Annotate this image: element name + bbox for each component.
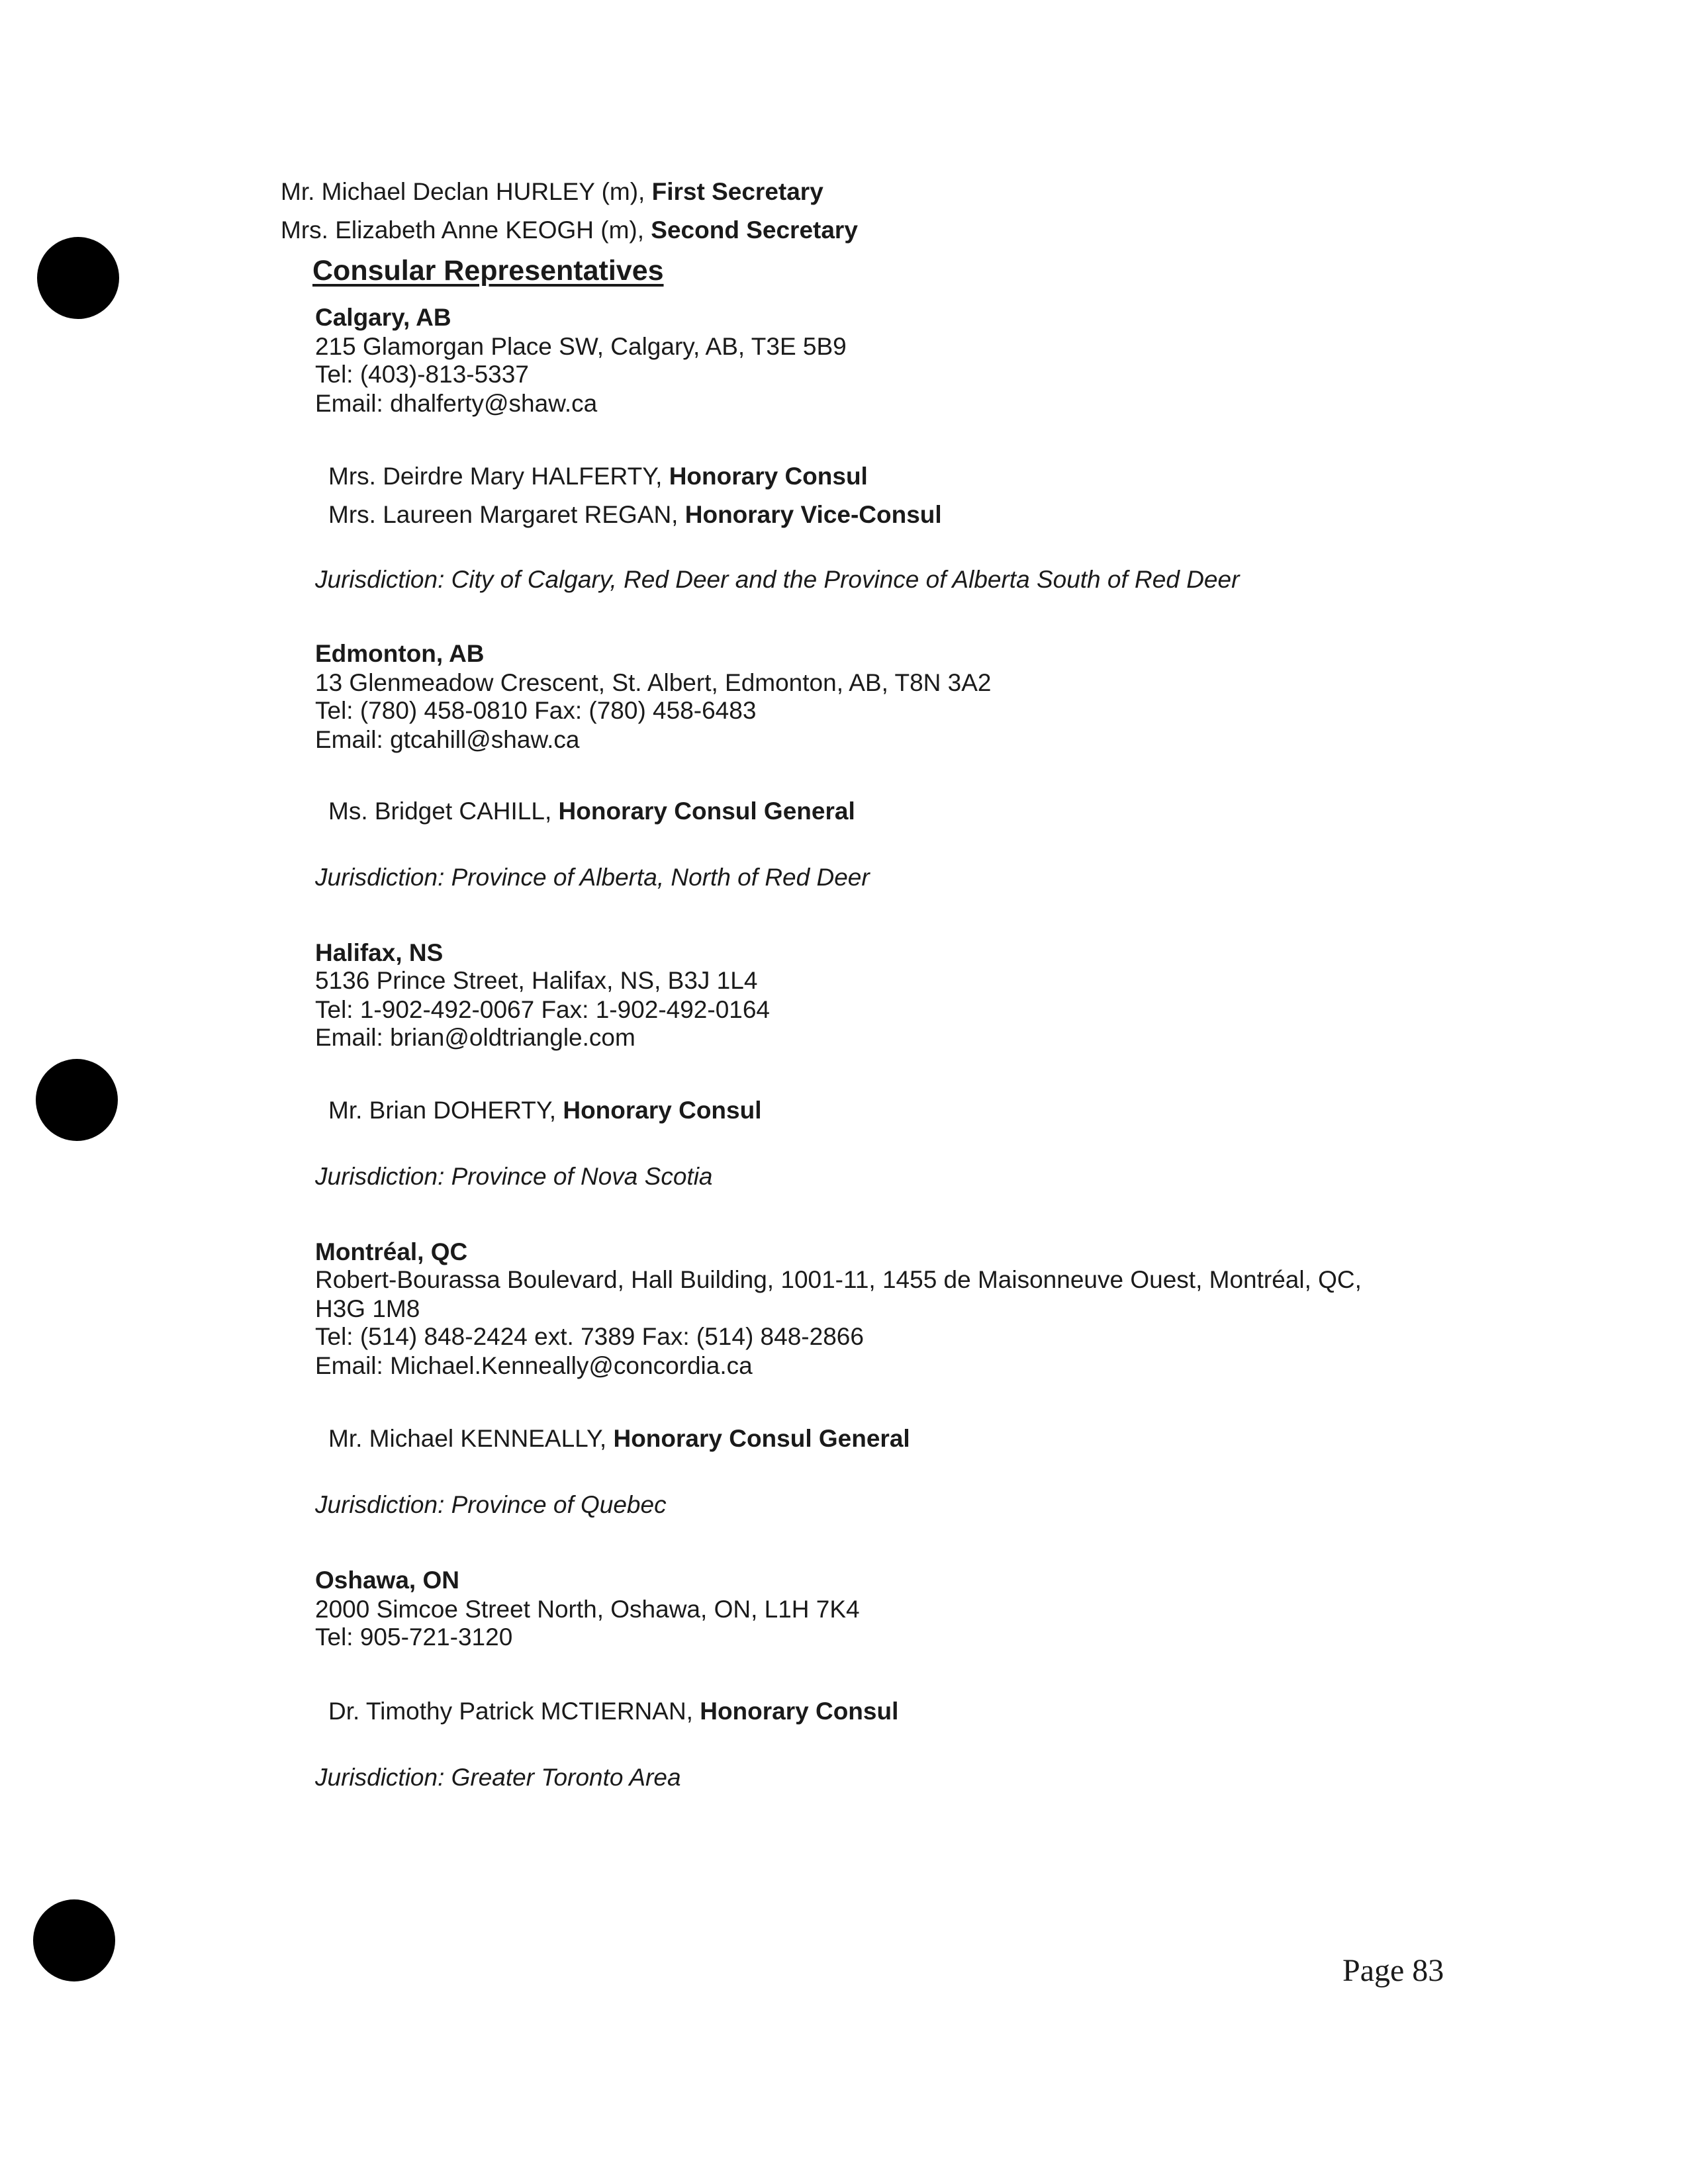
- consul-title: Honorary Consul: [563, 1097, 762, 1124]
- page-number: Page 83: [1342, 1953, 1444, 1988]
- office-city: Montréal, QC: [315, 1238, 468, 1265]
- office-address: 215 Glamorgan Place SW, Calgary, AB, T3E 5B9: [315, 333, 847, 360]
- consul-title: Honorary Consul General: [558, 797, 855, 825]
- consul-title: Honorary Consul General: [613, 1425, 910, 1452]
- consul-line: [328, 462, 868, 491]
- consul-name: Dr. Timothy Patrick MCTIERNAN,: [328, 1698, 700, 1725]
- staff-name: Mr. Michael Declan HURLEY (m),: [281, 178, 652, 205]
- office-city: Calgary, AB: [315, 304, 451, 331]
- punch-hole-bottom: [33, 1899, 115, 1981]
- consul-title: Honorary Vice-Consul: [684, 501, 942, 528]
- office-tel: Tel: (514) 848-2424 ext. 7389 Fax: (514) 848-2866: [315, 1323, 864, 1350]
- consul-line: [328, 1096, 761, 1125]
- staff-line: [281, 177, 823, 206]
- staff-line: [281, 216, 858, 245]
- office-jurisdiction: Jurisdiction: Province of Quebec: [315, 1491, 667, 1518]
- office-tel: Tel: 1-902-492-0067 Fax: 1-902-492-0164: [315, 996, 771, 1023]
- office-tel: Tel: 905-721-3120: [315, 1623, 513, 1651]
- office-jurisdiction: Jurisdiction: Greater Toronto Area: [315, 1764, 681, 1791]
- office-email: Email: Michael.Kenneally@concordia.ca: [315, 1352, 753, 1379]
- consul-line: [328, 1424, 910, 1453]
- staff-title: First Secretary: [651, 178, 823, 205]
- office-tel: Tel: (780) 458-0810 Fax: (780) 458-6483: [315, 697, 757, 724]
- office-email: Email: gtcahill@shaw.ca: [315, 726, 580, 753]
- office-city: Halifax, NS: [315, 939, 444, 966]
- office-address: 2000 Simcoe Street North, Oshawa, ON, L1H 7K4: [315, 1596, 860, 1623]
- office-email: Email: brian@oldtriangle.com: [315, 1024, 635, 1051]
- office-address: Robert-Bourassa Boulevard, Hall Building, 1001-11, 1455 de Maisonneuve Ouest, Montréal, QC,: [315, 1266, 1362, 1293]
- consul-line: [328, 500, 942, 529]
- office-jurisdiction: Jurisdiction: Province of Alberta, North of Red Deer: [315, 864, 870, 891]
- office-city: Edmonton, AB: [315, 640, 485, 667]
- punch-hole-top: [37, 237, 119, 319]
- office-jurisdiction: Jurisdiction: City of Calgary, Red Deer and the Province of Alberta South of Red Deer: [315, 566, 1240, 593]
- consul-name: Mrs. Deirdre Mary HALFERTY,: [328, 463, 669, 490]
- punch-hole-middle: [36, 1059, 118, 1141]
- consul-line: [328, 1697, 898, 1726]
- staff-name: Mrs. Elizabeth Anne KEOGH (m),: [281, 216, 651, 244]
- staff-title: Second Secretary: [651, 216, 858, 244]
- section-heading: Consular Representatives: [312, 255, 664, 287]
- office-address-continued: H3G 1M8: [315, 1295, 420, 1322]
- office-jurisdiction: Jurisdiction: Province of Nova Scotia: [315, 1163, 713, 1190]
- consul-line: [328, 797, 855, 826]
- office-city: Oshawa, ON: [315, 1567, 459, 1594]
- consul-title: Honorary Consul: [669, 463, 868, 490]
- office-address: 5136 Prince Street, Halifax, NS, B3J 1L4: [315, 967, 758, 994]
- consul-title: Honorary Consul: [700, 1698, 899, 1725]
- office-tel: Tel: (403)-813-5337: [315, 361, 529, 388]
- consul-name: Mr. Michael KENNEALLY,: [328, 1425, 614, 1452]
- consul-name: Mrs. Laureen Margaret REGAN,: [328, 501, 685, 528]
- office-address: 13 Glenmeadow Crescent, St. Albert, Edmonton, AB, T8N 3A2: [315, 669, 992, 696]
- office-email: Email: dhalferty@shaw.ca: [315, 390, 598, 417]
- consul-name: Mr. Brian DOHERTY,: [328, 1097, 563, 1124]
- consul-name: Ms. Bridget CAHILL,: [328, 797, 559, 825]
